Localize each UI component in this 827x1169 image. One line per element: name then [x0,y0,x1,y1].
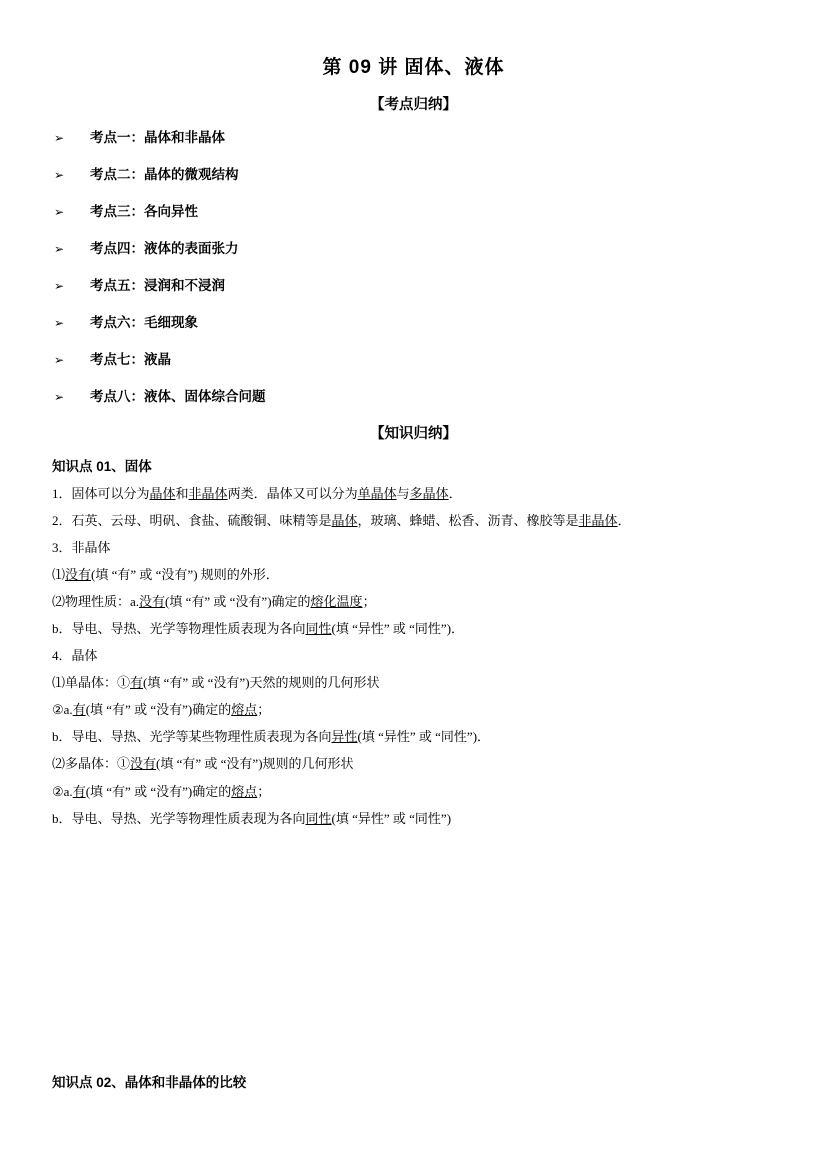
list-item [52,126,775,146]
list-item [52,274,775,294]
paragraph: 4．晶体 [52,648,98,664]
blank-space [52,835,775,1071]
paragraph: b．导电、导热、光学等某些物理性质表现为各向异性(填 “异性” 或 “同性”)． [52,729,491,745]
kaodian-label: 考点二：晶体的微观结构 [90,167,239,182]
paragraph: b．导电、导热、光学等物理性质表现为各向同性(填 “异性” 或 “同性”) [52,810,452,826]
arrow-bullet-icon: ➢ [54,390,65,404]
paragraph: 2．石英、云母、明矾、食盐、硫酸铜、味精等是晶体，玻璃、蜂蜡、松香、沥青、橡胶等是非晶体． [52,513,631,529]
list-item [52,163,775,183]
paragraph: ⑵多晶体：①没有(填 “有” 或 “没有”)规则的几何形状 [52,756,354,772]
arrow-bullet-icon: ➢ [54,168,65,182]
kaodian-label: 考点五：浸润和不浸润 [90,278,225,293]
kaodian-label: 考点三：各向异性 [90,204,198,219]
kaodian-label: 考点四：液体的表面张力 [90,241,239,256]
paragraph: ⑴单晶体：①有(填 “有” 或 “没有”)天然的规则的几何形状 [52,675,380,691]
list-item [52,348,775,368]
list-item [52,237,775,257]
arrow-bullet-icon: ➢ [54,316,65,330]
arrow-bullet-icon: ➢ [54,205,65,219]
kaodian-label: 考点八：液体、固体综合问题 [90,389,266,404]
kaodian-label: 考点六：毛细现象 [90,315,198,330]
knowledge-point-2-title: 知识点 02、晶体和非晶体的比较 [52,1074,247,1090]
list-item [52,200,775,220]
arrow-bullet-icon: ➢ [54,353,65,367]
knowledge-point-1-title: 知识点 01、固体 [52,459,152,474]
page-title: 第 09 讲 固体、液体 [322,57,505,78]
paragraph: ⑴没有(填 “有” 或 “没有”) 规则的外形． [52,567,279,583]
paragraph: 3．非晶体 [52,540,111,556]
kaodian-label: 考点一：晶体和非晶体 [90,130,225,145]
arrow-bullet-icon: ➢ [54,279,65,293]
kaodian-label: 考点七：液晶 [90,352,171,367]
paragraph: ⑵物理性质：a.没有(填 “有” 或 “没有”)确定的熔化温度； [52,594,376,610]
arrow-bullet-icon: ➢ [54,242,65,256]
paragraph: b．导电、导热、光学等物理性质表现为各向同性(填 “异性” 或 “同性”)． [52,621,465,637]
section-heading-kaodian: 【考点归纳】 [370,97,457,113]
paragraph: 1．固体可以分为晶体和非晶体两类．晶体又可以分为单晶体与多晶体． [52,486,462,501]
arrow-bullet-icon: ➢ [54,131,65,145]
list-item [52,385,775,405]
paragraph: ②a.有(填 “有” 或 “没有”)确定的熔点； [52,702,271,718]
kaodian-list [52,126,775,405]
paragraph: ②a.有(填 “有” 或 “没有”)确定的熔点； [52,783,271,799]
list-item [52,311,775,331]
document-content [52,52,775,1091]
section-heading-zhishi: 【知识归纳】 [370,426,457,442]
